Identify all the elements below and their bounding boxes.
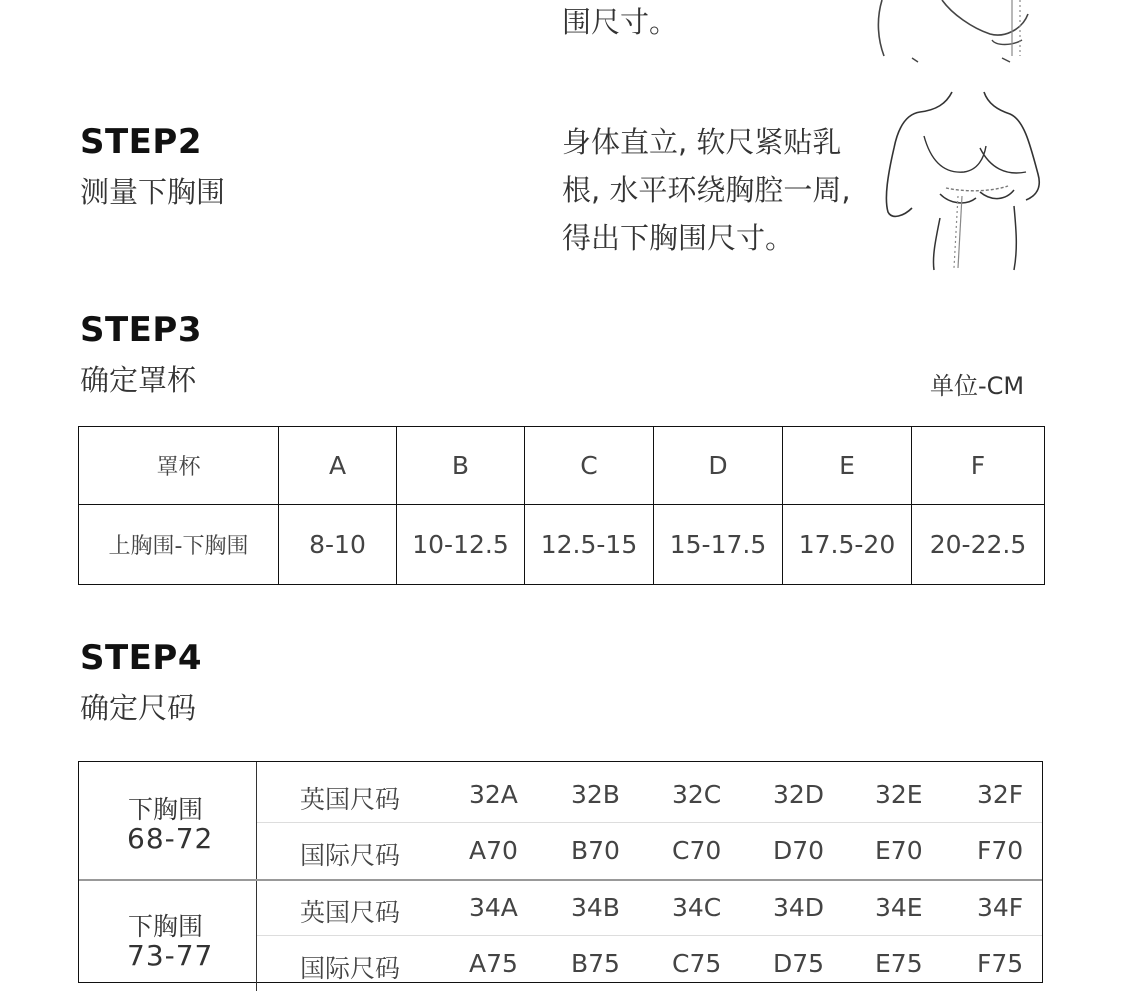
size-cell: F70 bbox=[977, 836, 1024, 865]
size-row bbox=[257, 879, 1042, 935]
cup-table-value-row bbox=[79, 505, 1045, 585]
size-cell: 32C bbox=[672, 780, 722, 809]
size-cell: C75 bbox=[672, 949, 722, 978]
cup-value-cell: 20-22.5 bbox=[912, 505, 1045, 585]
cup-header-cell: D bbox=[654, 427, 783, 505]
cup-value-cell: 8-10 bbox=[279, 505, 397, 585]
cup-value-cell: 17.5-20 bbox=[783, 505, 912, 585]
measuring-illustration-2 bbox=[880, 88, 1050, 272]
size-cell: 34D bbox=[773, 893, 825, 922]
cup-header-cell: 罩杯 bbox=[79, 427, 279, 505]
cup-table bbox=[78, 426, 1045, 585]
step4-title: STEP4 bbox=[80, 638, 202, 678]
measuring-illustration-1 bbox=[872, 0, 1042, 66]
step4-subtitle: 确定尺码 bbox=[80, 691, 197, 725]
step2-description bbox=[562, 118, 851, 262]
size-row-label: 国际尺码 bbox=[300, 954, 401, 983]
size-cell: D70 bbox=[773, 836, 825, 865]
size-cell: 34A bbox=[469, 893, 518, 922]
step2-description-line: 根, 水平环绕胸腔一周, bbox=[562, 173, 851, 207]
cup-header-cell: A bbox=[279, 427, 397, 505]
size-cell: A75 bbox=[469, 949, 518, 978]
underbust-range: 68-72 bbox=[127, 822, 214, 855]
cup-header-cell: B bbox=[397, 427, 525, 505]
cup-header-cell: C bbox=[525, 427, 654, 505]
step3-subtitle: 确定罩杯 bbox=[80, 363, 197, 397]
size-row-label: 国际尺码 bbox=[300, 841, 401, 870]
step3-title: STEP3 bbox=[80, 310, 202, 350]
cup-value-cell: 12.5-15 bbox=[525, 505, 654, 585]
size-group bbox=[79, 881, 1042, 991]
size-cell: D75 bbox=[773, 949, 825, 978]
size-cell: B70 bbox=[571, 836, 620, 865]
step2-title: STEP2 bbox=[80, 122, 202, 162]
size-cell: 34E bbox=[875, 893, 923, 922]
underbust-range: 73-77 bbox=[127, 939, 214, 972]
size-group bbox=[79, 762, 1042, 880]
size-cell: 32D bbox=[773, 780, 825, 809]
underbust-range-cell bbox=[79, 881, 257, 991]
step2-description-line: 身体直立, 软尺紧贴乳 bbox=[562, 125, 842, 159]
size-cell: 32E bbox=[875, 780, 923, 809]
underbust-range-cell bbox=[79, 762, 257, 880]
size-cell: E75 bbox=[875, 949, 923, 978]
size-cell: 34B bbox=[571, 893, 620, 922]
cup-value-cell: 上胸围-下胸围 bbox=[79, 505, 279, 585]
size-cell: 34C bbox=[672, 893, 722, 922]
size-cell: F75 bbox=[977, 949, 1024, 978]
underbust-label: 下胸围 bbox=[128, 795, 204, 824]
cup-header-cell: E bbox=[783, 427, 912, 505]
underbust-label: 下胸围 bbox=[128, 912, 204, 941]
size-row bbox=[257, 766, 1042, 822]
size-cell: A70 bbox=[469, 836, 518, 865]
size-row bbox=[257, 935, 1042, 991]
size-cell: 34F bbox=[977, 893, 1024, 922]
cup-value-cell: 10-12.5 bbox=[397, 505, 525, 585]
size-table bbox=[78, 761, 1043, 983]
size-cell: 32B bbox=[571, 780, 620, 809]
cup-value-cell: 15-17.5 bbox=[654, 505, 783, 585]
cup-header-cell: F bbox=[912, 427, 1045, 505]
cup-table-header-row bbox=[79, 427, 1045, 505]
size-cell: 32F bbox=[977, 780, 1024, 809]
size-row bbox=[257, 822, 1042, 878]
step2-description-line: 得出下胸围尺寸。 bbox=[562, 221, 795, 255]
size-row-label: 英国尺码 bbox=[300, 785, 401, 814]
size-cell: E70 bbox=[875, 836, 923, 865]
size-cell: 32A bbox=[469, 780, 518, 809]
step1-description-tail: 围尺寸。 bbox=[562, 5, 679, 39]
step2-subtitle: 测量下胸围 bbox=[80, 175, 226, 209]
unit-label: 单位-CM bbox=[930, 372, 1025, 400]
size-cell: B75 bbox=[571, 949, 620, 978]
size-cell: C70 bbox=[672, 836, 722, 865]
size-row-label: 英国尺码 bbox=[300, 898, 401, 927]
